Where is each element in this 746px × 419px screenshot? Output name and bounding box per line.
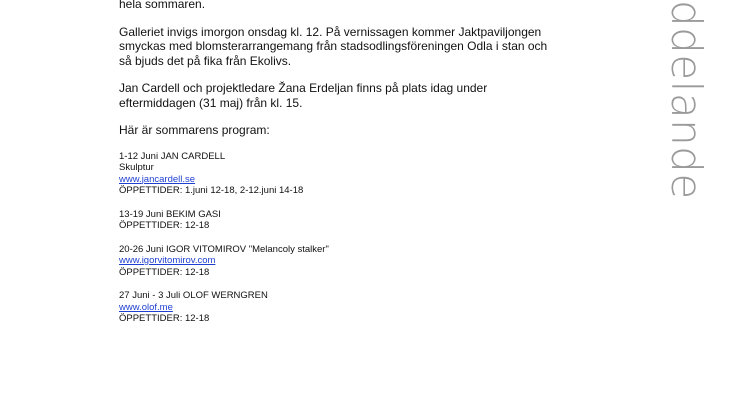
opening-hours: ÖPPETTIDER: 12-18 [119, 266, 210, 278]
text-line: så bjuds det på fika från Ekolivs. [119, 53, 292, 68]
artist-link[interactable]: www.igorvitomirov.com [119, 255, 216, 266]
text-line: smyckas med blomsterarrangemang från stadsodlingsföreningen Odla i stan och [119, 39, 548, 53]
press-release-body [119, 0, 619, 337]
program-heading: 27 Juni - 3 Juli OLOF WERNGREN [119, 290, 268, 301]
artist-link[interactable]: www.jancardell.se [119, 173, 196, 185]
text-line: Galleriet invigs imorgon onsdag kl. 12. På vernissagen kommer Jaktpaviljongen [119, 24, 542, 39]
text-line: Här är sommarens program: [119, 123, 270, 137]
inauguration-paragraph [119, 25, 619, 69]
text-line: eftermiddagen (31 maj) från kl. 15. [119, 95, 303, 110]
text-line: hela sommaren. [119, 0, 206, 11]
program-heading: 20-26 Juni IGOR VITOMIROV "Melancoly stalker" [119, 243, 329, 255]
intro-paragraph-end [119, 0, 619, 12]
opening-hours: ÖPPETTIDER: 1.juni 12-18, 2-12.juni 14-18 [119, 185, 304, 196]
vertical-header-title [662, 0, 711, 230]
program-intro [119, 123, 619, 138]
presence-paragraph [119, 81, 619, 110]
program-entry-olof-werngren [119, 290, 619, 325]
program-entry-bekim-gasi [119, 209, 619, 232]
program-heading: 1-12 Juni JAN CARDELL [119, 150, 226, 162]
program-subtitle: Skulptur [119, 162, 154, 173]
program-entry-igor-vitomirov [119, 244, 619, 279]
opening-hours: ÖPPETTIDER: 12-18 [119, 313, 210, 324]
vertical-title-text: ddelande [662, 0, 711, 200]
opening-hours: ÖPPETTIDER: 12-18 [119, 220, 210, 231]
text-line: Jan Cardell och projektledare Žana Erdeljan finns på plats idag under [119, 81, 488, 95]
program-heading: 13-19 Juni BEKIM GASI [119, 208, 221, 220]
program-entry-jan-cardell [119, 151, 619, 197]
artist-link[interactable]: www.olof.me [119, 301, 173, 313]
